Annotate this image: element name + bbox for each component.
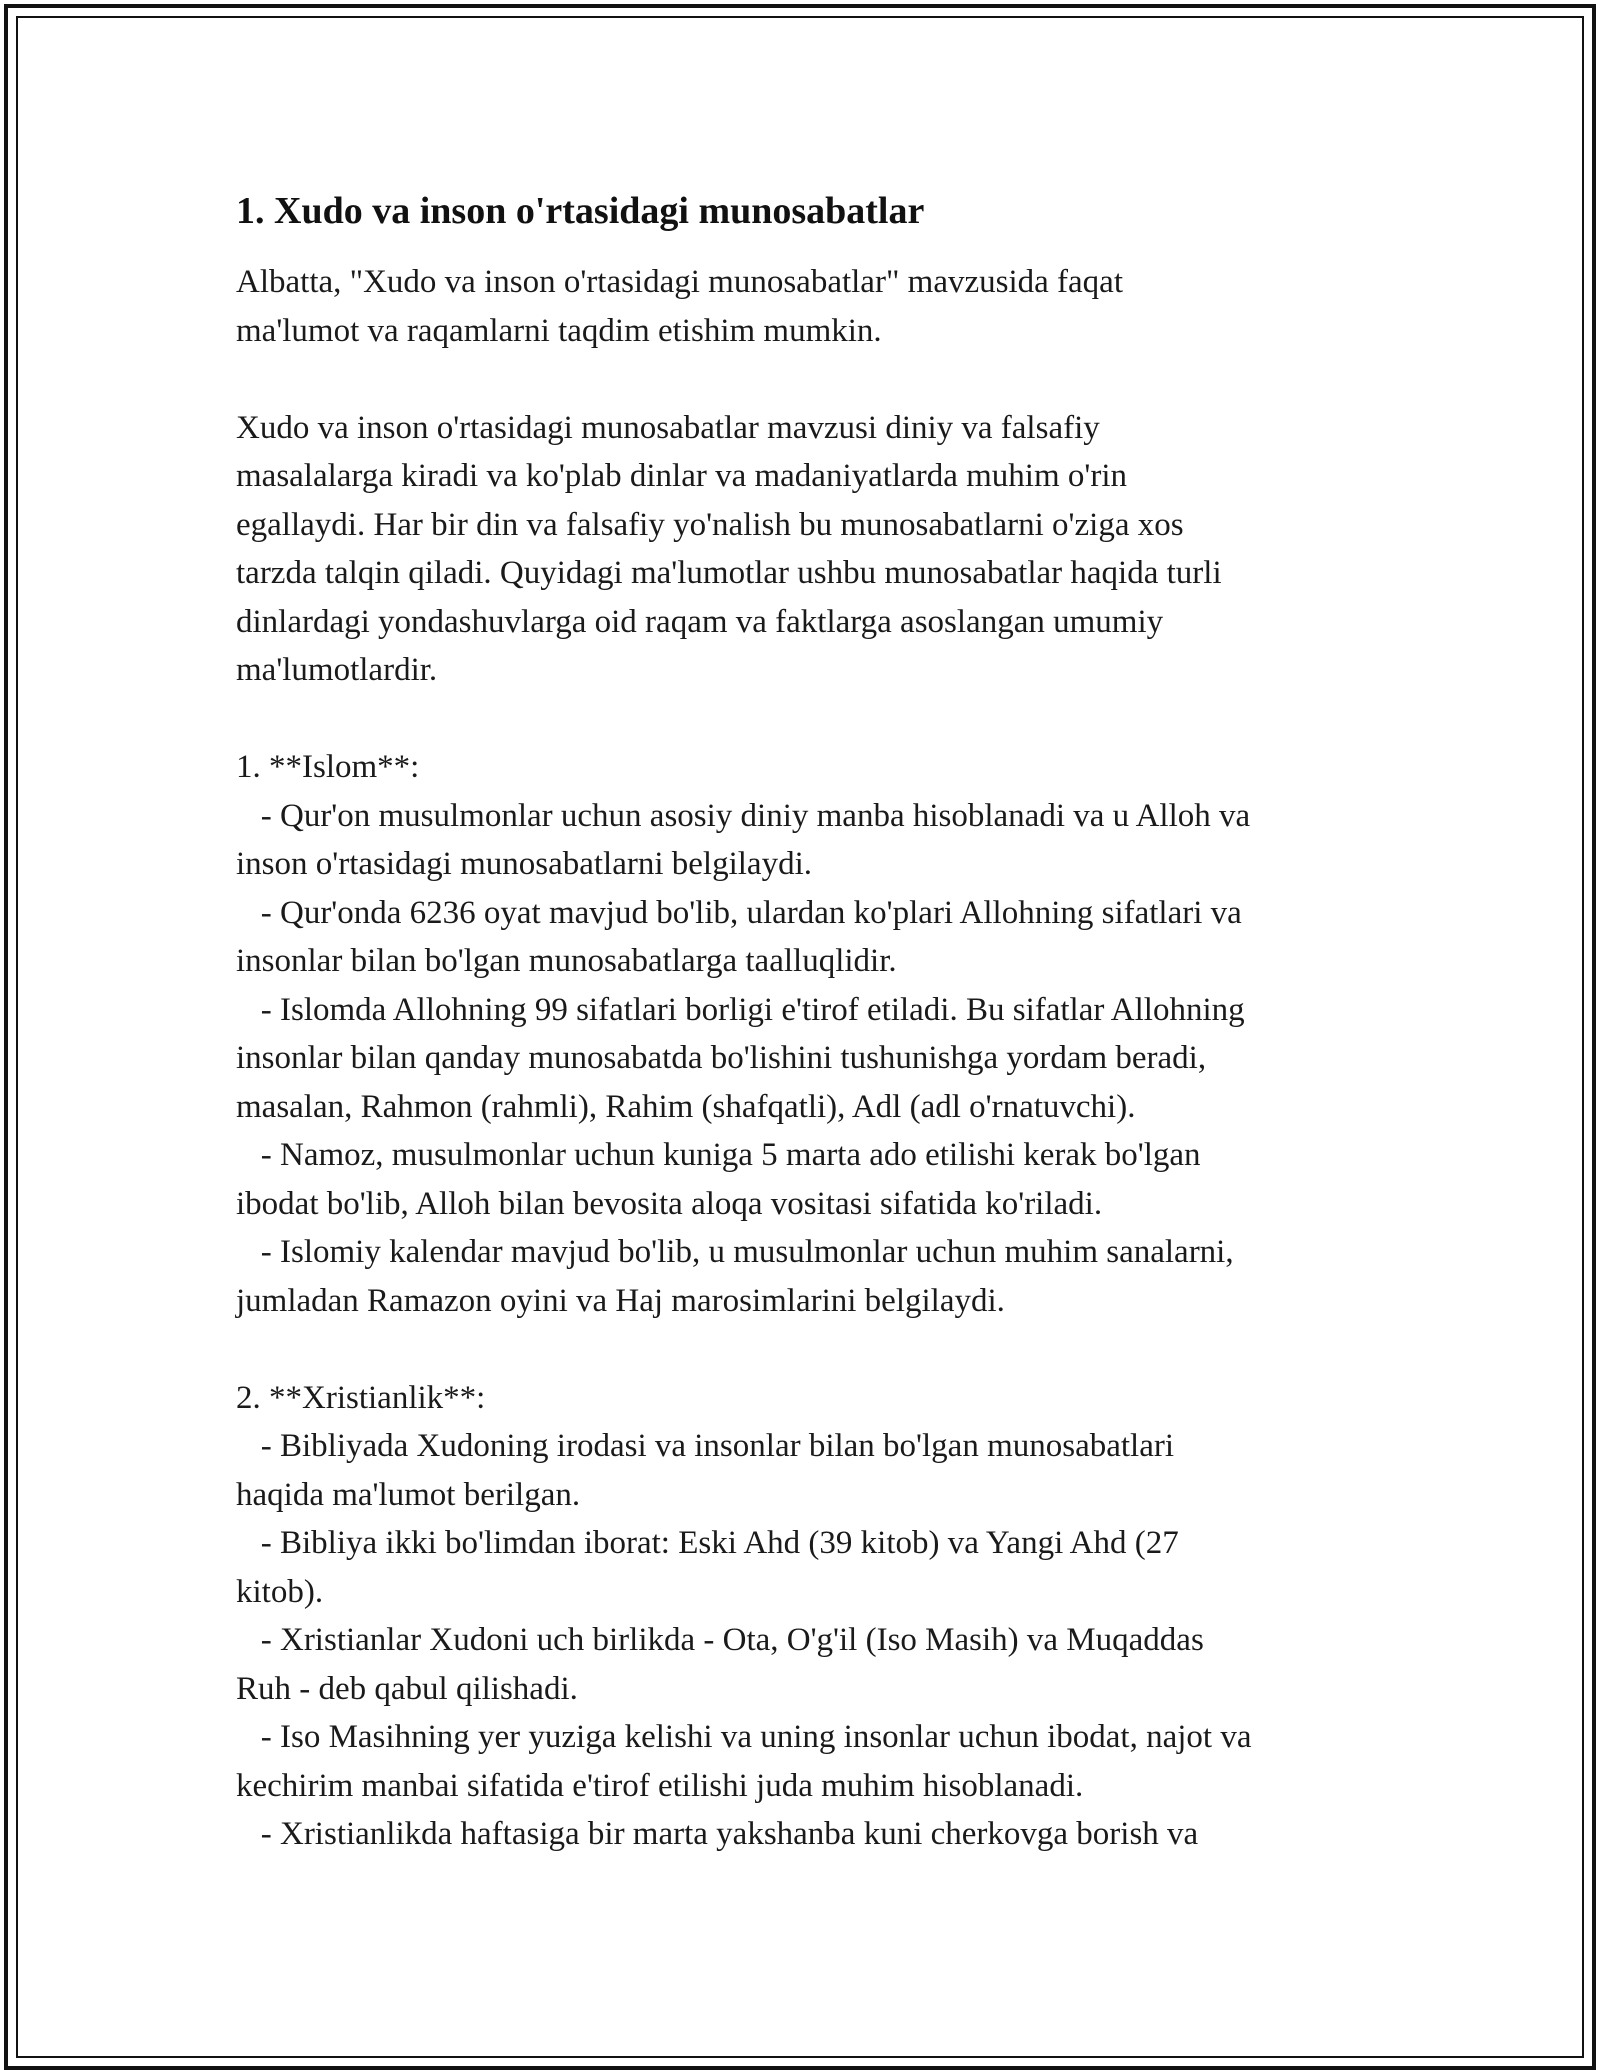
list-item: - Xristianlar Xudoni uch birlikda - Ota, O'g'il (Iso Masih) va Muqaddas Ruh - deb qabul qilishadi. (236, 1622, 1204, 1707)
list-item: - Islomiy kalendar mavjud bo'lib, u musulmonlar uchun muhim sanalarni, jumladan Ramazon oyini va Haj marosimlarini belgilaydi. (236, 1234, 1234, 1319)
overview-paragraph: Xudo va inson o'rtasidagi munosabatlar mavzusi diniy va falsafiy masalalarga kiradi va ko'plab dinlar va madaniyatlarda muhim o'rin egallaydi. Har bir din va falsafiy yo'nalish bu munosabatlarni o'ziga xos tarzda talqin qiladi. Quyidagi ma'lumotlar ushbu munosabatlar haqida turli dinlardagi yondashuvlarga oid raqam va faktlarga asoslangan umumiy ma'lumotlardir. (236, 409, 1222, 688)
paragraph-spacer (236, 1325, 1396, 1374)
list-item: - Bibliya ikki bo'limdan iborat: Eski Ahd (39 kitob) va Yangi Ahd (27 kitob). (236, 1525, 1179, 1610)
list-item: - Namoz, musulmonlar uchun kuniga 5 marta ado etilishi kerak bo'lgan ibodat bo'lib, Alloh bilan bevosita aloqa vositasi sifatida ko'riladi. (236, 1137, 1201, 1222)
section-islam (236, 743, 1396, 1325)
list-item: - Qur'onda 6236 oyat mavjud bo'lib, ulardan ko'plari Allohning sifatlari va insonlar bilan bo'lgan munosabatlarga taalluqlidir. (236, 894, 1242, 979)
list-item: - Iso Masihning yer yuziga kelishi va uning insonlar uchun ibodat, najot va kechirim manbai sifatida e'tirof etilishi juda muhim hisoblanadi. (236, 1719, 1252, 1804)
document-heading: 1. Xudo va inson o'rtasidagi munosabatlar (236, 190, 925, 232)
section-title-islam: 1. **Islom**: (236, 749, 420, 785)
list-item: - Xristianlikda haftasiga bir marta yakshanba kuni cherkovga borish va (236, 1816, 1199, 1852)
section-christianity (236, 1374, 1396, 1859)
list-item: - Islomda Allohning 99 sifatlari borligi e'tirof etiladi. Bu sifatlar Allohning insonlar bilan qanday munosabatda bo'lishini tushunishga yordam beradi, masalan, Rahmon (rahmli), Rahim (shafqatli), Adl (adl o'rnatuvchi). (236, 991, 1245, 1125)
document-body (236, 186, 1396, 1859)
paragraph-spacer (236, 355, 1396, 404)
list-item: - Qur'on musulmonlar uchun asosiy diniy manba hisoblanadi va u Alloh va inson o'rtasidagi munosabatlarni belgilaydi. (236, 797, 1251, 882)
paragraph-spacer (236, 695, 1396, 744)
list-item: - Bibliyada Xudoning irodasi va insonlar bilan bo'lgan munosabatlari haqida ma'lumot berilgan. (236, 1428, 1175, 1513)
intro-paragraph: Albatta, "Xudo va inson o'rtasidagi munosabatlar" mavzusida faqat ma'lumot va raqamlarni taqdim etishim mumkin. (236, 264, 1123, 349)
section-title-christianity: 2. **Xristianlik**: (236, 1379, 486, 1416)
